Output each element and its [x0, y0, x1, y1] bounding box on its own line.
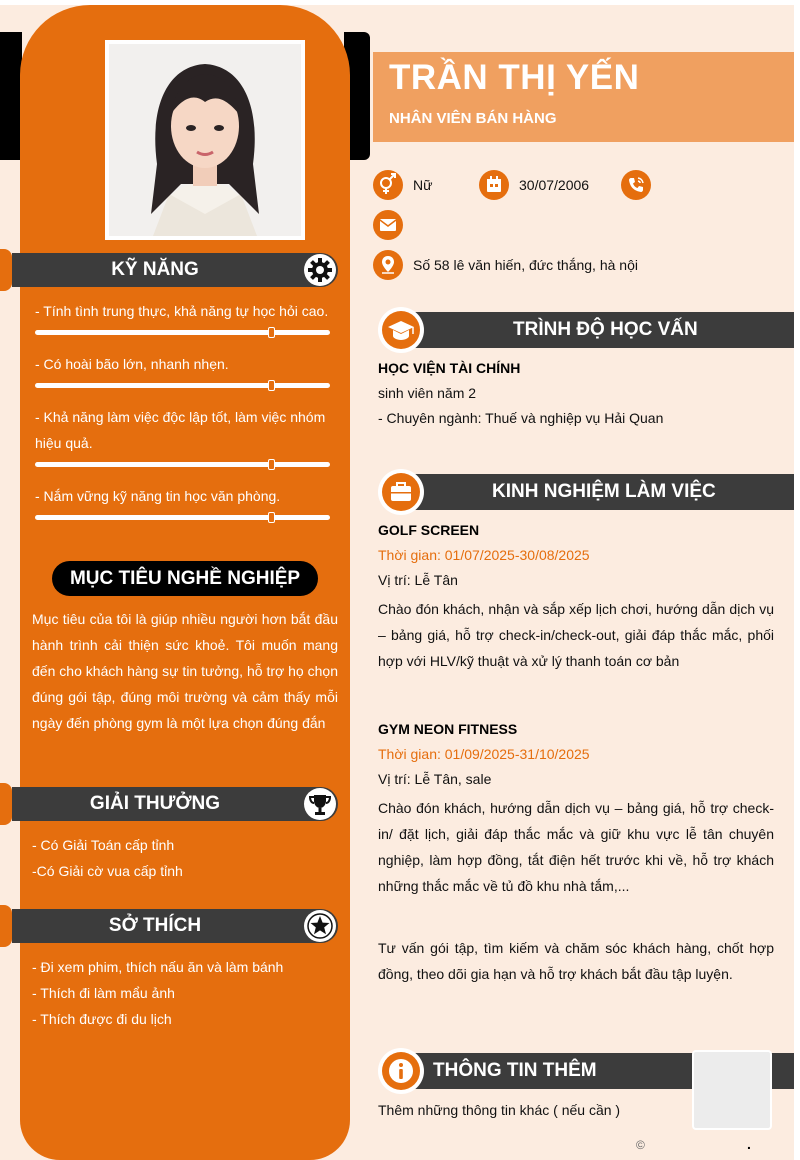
star-icon: [304, 910, 336, 942]
skill-level-bar: [35, 330, 330, 335]
awards-header: [12, 787, 338, 821]
education-content: [378, 356, 774, 431]
education-header: [400, 312, 794, 348]
job-entry: [378, 717, 774, 987]
experience-header: [400, 474, 794, 510]
skills-title: KỸ NĂNG: [111, 259, 199, 280]
portrait-photo: [109, 44, 301, 236]
awards-list: [32, 832, 338, 884]
skill-level-bar: [35, 515, 330, 520]
profile-photo: [105, 40, 305, 240]
phone-icon: [621, 170, 651, 200]
mail-icon: [373, 210, 403, 240]
awards-title: GIẢI THƯỞNG: [89, 793, 221, 814]
gender-value: Nữ: [413, 177, 433, 193]
job-title: NHÂN VIÊN BÁN HÀNG: [389, 110, 557, 127]
company-name: GYM NEON FITNESS: [378, 721, 518, 737]
job-period: Thời gian: 01/07/2025-30/08/2025: [378, 547, 590, 563]
skill-level-bar: [35, 462, 330, 467]
list-item: - Có Giải Toán cấp tỉnh: [32, 837, 175, 853]
list-item: -Có Giải cờ vua cấp tỉnh: [32, 863, 183, 879]
skill-item: - Nắm vững kỹ năng tin học văn phòng.: [35, 488, 281, 504]
study-year: sinh viên năm 2: [378, 385, 477, 401]
address-value: Số 58 lê văn hiến, đức thắng, hà nội: [413, 257, 638, 273]
more-info-title: THÔNG TIN THÊM: [433, 1060, 597, 1081]
job-entry: [378, 518, 774, 674]
job-period: Thời gian: 01/09/2025-31/10/2025: [378, 746, 590, 762]
footer-dot: .: [747, 1136, 751, 1152]
section-tab: [0, 905, 12, 947]
hobbies-header: [12, 909, 338, 943]
skill-level-marker: [268, 512, 275, 523]
gear-icon: [304, 254, 336, 286]
objective-text: Mục tiêu của tôi là giúp nhiều người hơn bắt đầu hành trình cải thiện sức khoẻ. Tôi muốn mang đến cho khách hàng sự tin tưởng, hỗ trợ họ chọn đúng gói tập, đúng môi trường và cảm thấy mỗi ngày đến phòng gym là một lựa chọn đúng đắn: [32, 611, 338, 731]
school-name: HỌC VIỆN TÀI CHÍNH: [378, 360, 521, 376]
job-description: Chào đón khách, hướng dẫn dịch vụ – bảng giá, hỗ trợ check-in/ đặt lịch, giải đáp thắc mắc và giữ khu vực lễ tân chuyên nghiệp, làm hợp đồng, tắt điện hết trước khi về, hỗ trợ khách những thắc mắc về tủ đồ khu nhà tắm,...: [378, 800, 774, 894]
graduation-cap-icon: [378, 307, 424, 353]
birthdate-value: 30/07/2006: [519, 177, 590, 193]
hobbies-list: [32, 954, 338, 1032]
company-name: GOLF SCREEN: [378, 522, 480, 538]
list-item: - Thích đi làm mẩu ảnh: [32, 985, 175, 1001]
experience-title: KINH NGHIỆM LÀM VIỆC: [492, 481, 716, 502]
image-placeholder: [692, 1050, 772, 1130]
objective-title: MỤC TIÊU NGHỀ NGHIỆP: [52, 561, 318, 596]
trophy-icon: [304, 788, 336, 820]
job-position: Vị trí: Lễ Tân: [378, 572, 458, 588]
gender-icon: [373, 170, 403, 200]
skill-level-bar: [35, 383, 330, 388]
job-position: Vị trí: Lễ Tân, sale: [378, 771, 492, 787]
full-name: TRẦN THỊ YẾN: [389, 58, 640, 97]
briefcase-icon: [378, 469, 424, 515]
more-info-text: Thêm những thông tin khác ( nếu cần ): [378, 1102, 621, 1118]
major: - Chuyên ngành: Thuế và nghiệp vụ Hải Quan: [378, 410, 664, 426]
job-extra: Tư vấn gói tập, tìm kiếm và chăm sóc khách hàng, chốt hợp đồng, theo dõi gia hạn và hỗ trợ khách bắt đầu tập luyện.: [378, 940, 774, 982]
skill-item: - Tính tình trung thực, khả năng tự học hỏi cao.: [35, 303, 329, 319]
calendar-icon: [479, 170, 509, 200]
copyright-mark: ©: [636, 1138, 645, 1152]
decorative-block-left: [0, 32, 22, 160]
section-tab: [0, 783, 12, 825]
list-item: - Thích được đi du lịch: [32, 1011, 172, 1027]
info-icon: [378, 1048, 424, 1094]
section-tab: [0, 249, 12, 291]
name-header: [373, 52, 794, 142]
skill-item: - Có hoài bão lớn, nhanh nhẹn.: [35, 356, 229, 372]
location-icon: [373, 250, 403, 280]
skill-level-marker: [268, 380, 275, 391]
list-item: - Đi xem phim, thích nấu ăn và làm bánh: [32, 959, 284, 975]
skills-header: [12, 253, 338, 287]
skill-item: - Khả năng làm việc độc lập tốt, làm việc nhóm hiệu quả.: [35, 409, 326, 451]
hobbies-title: SỞ THÍCH: [108, 915, 202, 936]
education-title: TRÌNH ĐỘ HỌC VẤN: [513, 319, 698, 340]
job-description: Chào đón khách, nhận và sắp xếp lịch chơi, hướng dẫn dịch vụ – bảng giá, hỗ trợ check-in/check-out, giải đáp thắc mắc, phối hợp với HLV/kỹ thuật và xử lý thanh toán cơ bản: [378, 601, 774, 669]
skill-level-marker: [268, 459, 275, 470]
skill-level-marker: [268, 327, 275, 338]
